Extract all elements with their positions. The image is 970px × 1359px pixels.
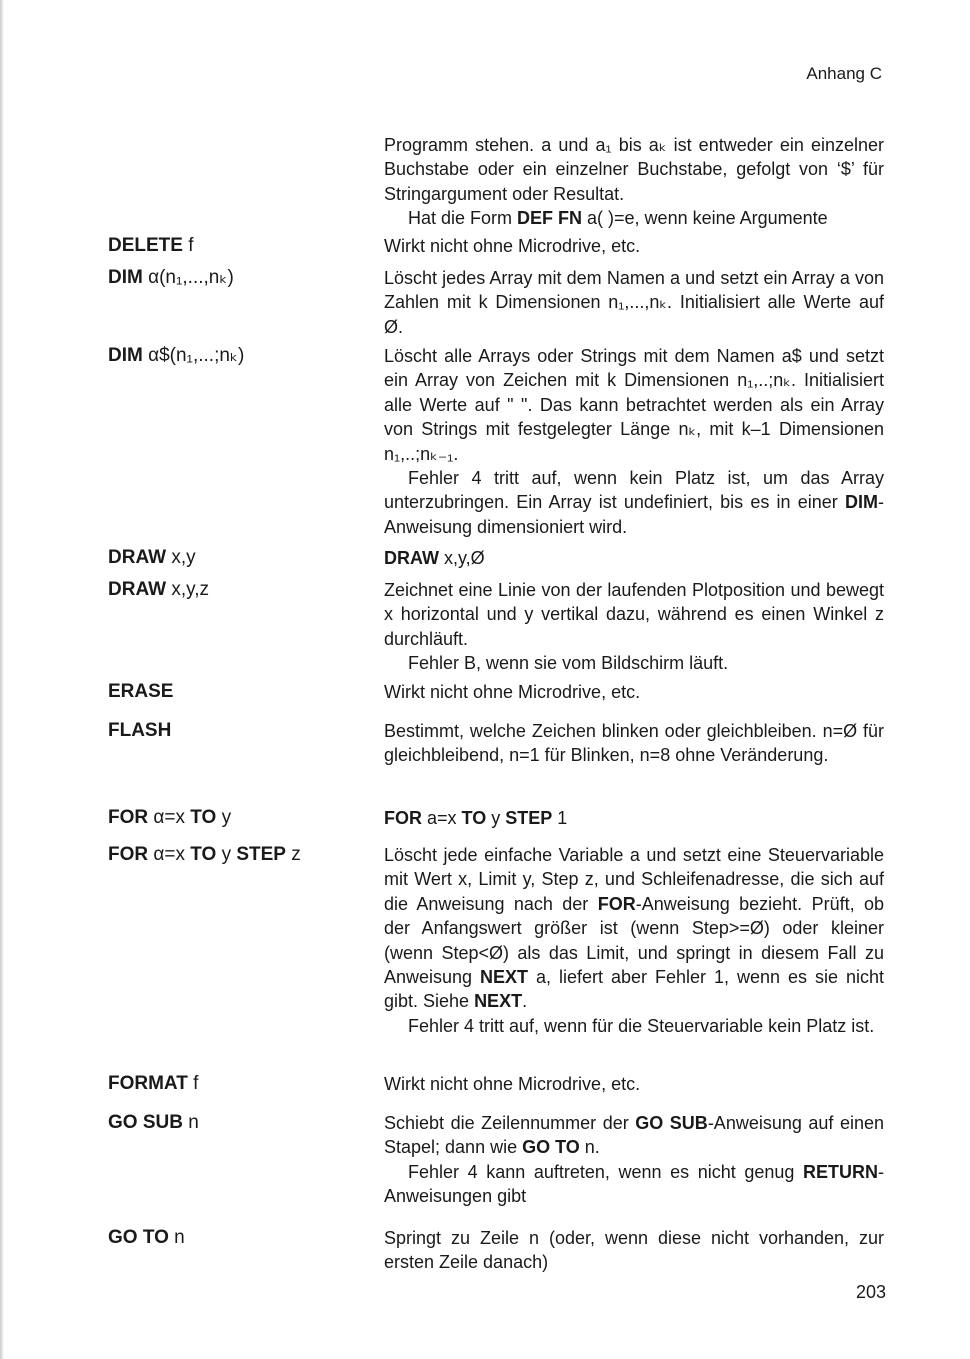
desc-draw-xy: DRAW x,y,Ø [384,548,485,568]
desc-flash: Bestimmt, welche Zeichen blinken oder gleichbleiben. n=Ø für gleichbleibend, n=1 für Blinken, n=8 ohne Veränderung. [384,721,884,766]
desc-format: Wirkt nicht ohne Microdrive, etc. [384,1074,641,1094]
term-flash [108,719,368,750]
desc-for-to: FOR a=x TO y STEP 1 [384,808,568,828]
term-for-to: FOR α=x TO y [108,807,232,828]
keyword-dim-inline: DIM [845,492,878,513]
desc-delete: Wirkt nicht ohne Microdrive, etc. [384,236,641,256]
page-number: 203 [855,1282,886,1302]
intro-paragraph: Programm stehen. a und a₁ bis aₖ ist entweder ein einzelner Buchstabe oder ein einzelner Buchstabe, gefolgt von ‘$’ für Stringargument oder Resultat. [384,135,884,204]
desc-dim-string: Löscht alle Arrays oder Strings mit dem Namen a$ und setzt ein Array von Zeichen mit k Dimensionen n₁,..;nₖ. Initialisiert alle Werte auf " ". Das kann betrachtet werden als ein Array von Strings mit festgelegter Länge nₖ, mit k–1 Dimensionen n₁,..;nₖ₋₁. Fehler 4 tritt auf, wenn kein Platz ist, um das Array unterzubringen. Ein Array ist undefiniert, bis es in einer DIM-Anweisung dimensioniert wird. [384,346,884,537]
desc-dim-numeric: Löscht jedes Array mit dem Namen a und setzt ein Array a von Zahlen mit k Dimensionen n₁,...,nₖ. Initialisiert alle Werte auf Ø. [384,268,884,337]
desc-go-sub: Schiebt die Zeilennummer der GO SUB-Anweisung auf einen Stapel; dann wie GO TO n. Fehler 4 kann auftreten, wenn es nicht genug RETURN-Anweisungen gibt [384,1113,884,1207]
term-format: FORMAT f [108,1073,199,1094]
keyword-format: FORMAT [108,1073,188,1094]
intro-def-fn-paragraph: Hat die Form DEF FN a( )=e, wenn keine Argumente [408,208,828,229]
term-go-sub: GO SUB n [108,1112,199,1133]
term-draw-xy: DRAW x,y [108,547,196,568]
term-erase [108,680,368,711]
keyword-draw: DRAW [108,579,167,600]
keyword-delete: DELETE [108,235,183,256]
intro-text [384,133,884,231]
term-go-to: GO TO n [108,1227,185,1248]
keyword-go-sub: GO SUB [108,1112,183,1133]
desc-erase: Wirkt nicht ohne Microdrive, etc. [384,682,641,702]
term-draw-xyz: DRAW x,y,z [108,579,209,600]
desc-go-to: Springt zu Zeile n (oder, wenn diese nicht vorhanden, zur ersten Zeile danach) [384,1228,884,1273]
desc-draw-xyz: Zeichnet eine Linie von der laufenden Plotposition und bewegt x horizontal und y vertikal dazu, während es einen Winkel z durchläuft. Fehler B, wenn sie vom Bildschirm läuft. [384,580,884,674]
keyword-draw: DRAW [108,547,167,568]
desc-for-to-step: Löscht jede einfache Variable a und setzt eine Steuervariable mit Wert x, Limit y, Step z, und Schleifenadresse, die sich auf die Anweisung nach der FOR-Anweisung bezieht. Prüft, ob der Anfangswert größer ist (wenn Step>=Ø) oder kleiner (wenn Step<Ø) als das Limit, und springt in diesem Fall zu Anweisung NEXT a, liefert aber Fehler 1, wenn es sie nicht gibt. Siehe NEXT. Fehler 4 tritt auf, wenn für die Steuervariable kein Platz ist. [384,845,885,1036]
term-for-to-step: FOR α=x TO y STEP z [108,844,301,865]
keyword-flash: FLASH [108,720,172,741]
keyword-erase: ERASE [108,681,174,702]
term-dim-string: DIM α$(n₁,...;nₖ) [108,345,245,366]
keyword-draw-inline: DRAW [384,548,439,568]
keyword-go-to: GO TO [108,1227,169,1248]
page-edge-shadow [0,0,4,1359]
term-delete: DELETE f [108,235,194,256]
running-header: Anhang C [806,64,882,83]
keyword-def-fn: DEF FN [517,208,583,229]
keyword-dim: DIM [108,267,143,288]
term-dim-numeric: DIM α(n₁,...,nₖ) [108,267,234,288]
keyword-dim: DIM [108,345,143,366]
